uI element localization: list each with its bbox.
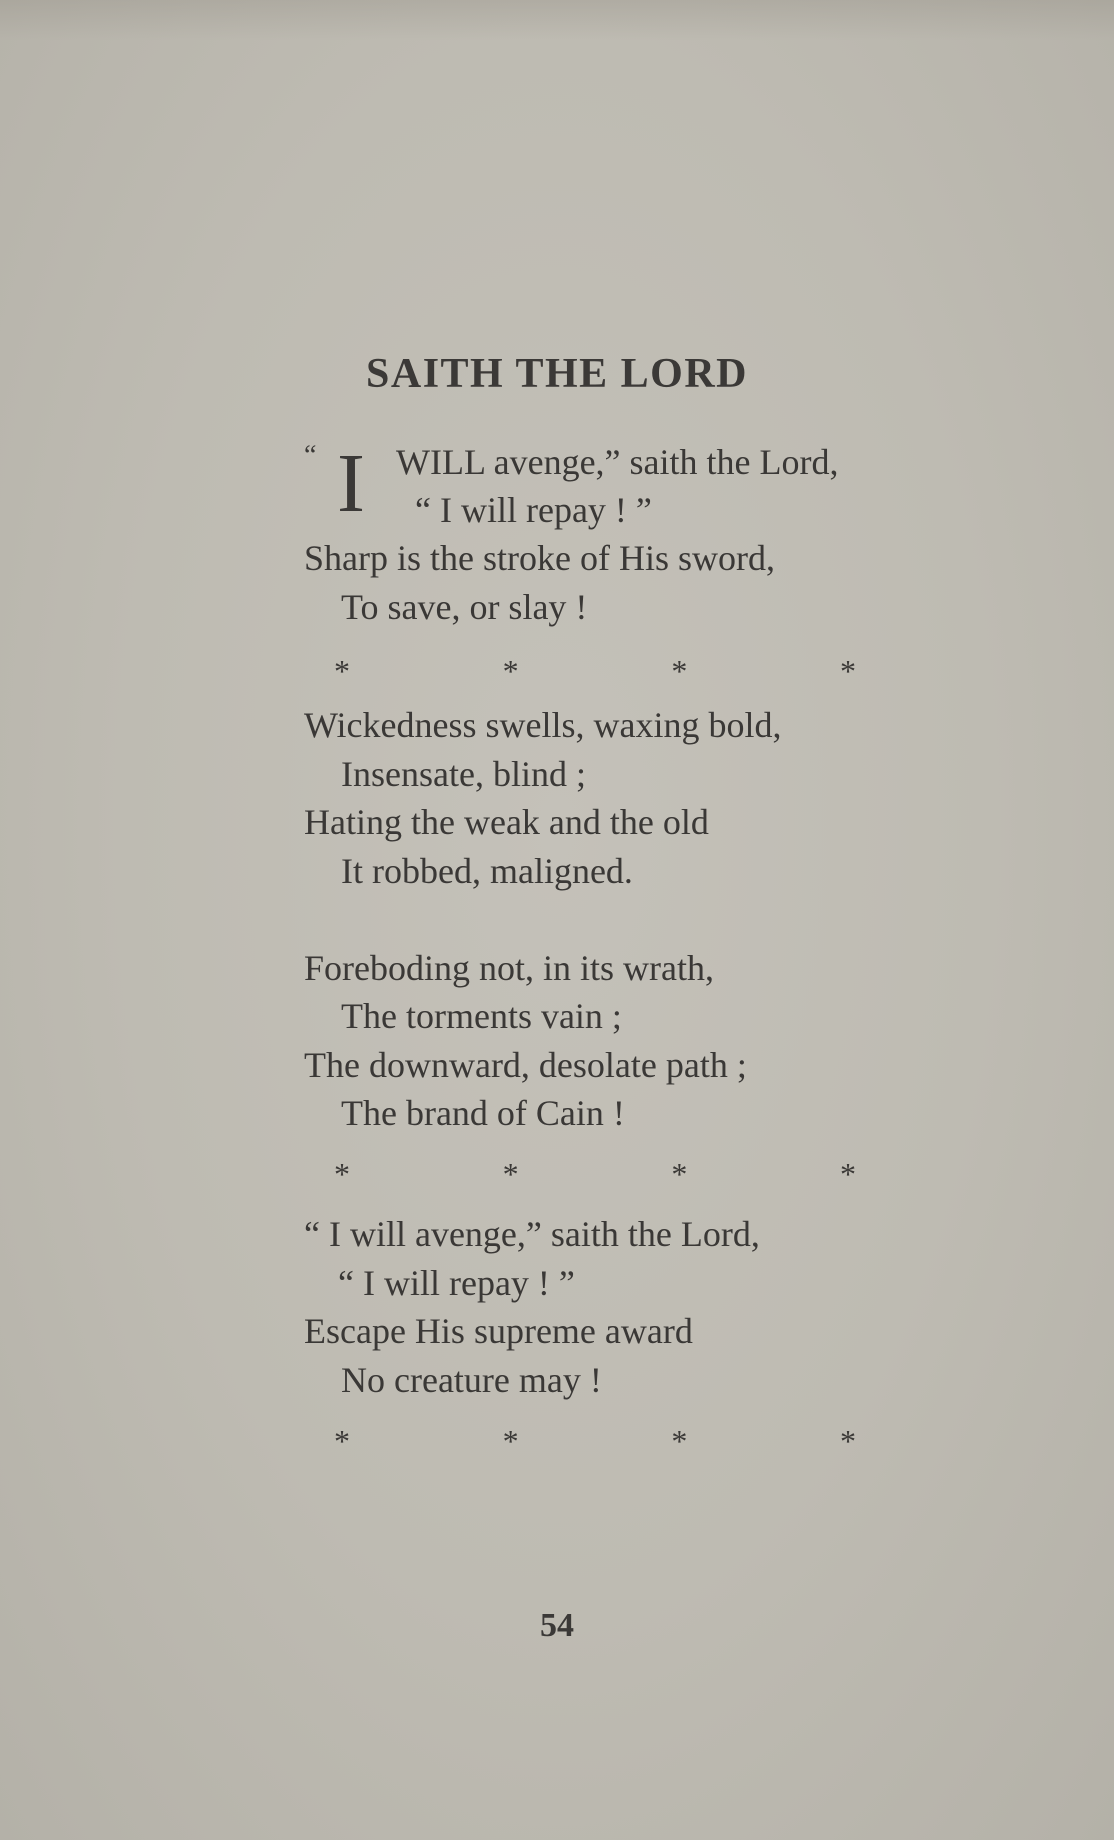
asterisk: * (502, 1156, 519, 1192)
stanza-1-line-2: “ I will repay ! ” (415, 490, 652, 530)
asterisk: * (334, 653, 350, 689)
page-number: 54 (540, 1607, 574, 1644)
poem-title: SAITH THE LORD (366, 351, 748, 397)
section-separator-1 (330, 655, 860, 687)
stanza-4-line-4: No creature may ! (341, 1360, 602, 1400)
stanza-1-line-3: Sharp is the stroke of His sword, (304, 538, 775, 578)
section-separator-3 (330, 1425, 860, 1457)
opening-quote-mark: “ (304, 440, 317, 471)
asterisk: * (502, 653, 519, 689)
stanza-3-line-2: The torments vain ; (341, 996, 622, 1036)
asterisk: * (334, 1156, 350, 1192)
drop-cap: I (337, 437, 365, 530)
stanza-4-line-3: Escape His supreme award (304, 1311, 693, 1351)
stanza-3-line-1: Foreboding not, in its wrath, (304, 948, 714, 988)
stanza-3-line-3: The downward, desolate path ; (304, 1045, 747, 1085)
stanza-1-line-1: WILL avenge,” saith the Lord, (396, 442, 839, 482)
asterisk: * (671, 1156, 688, 1192)
asterisk: * (671, 1423, 688, 1459)
asterisk: * (839, 1423, 856, 1459)
stanza-4-line-1: “ I will avenge,” saith the Lord, (304, 1214, 760, 1254)
stanza-4-line-2: “ I will repay ! ” (338, 1263, 575, 1303)
asterisk: * (839, 653, 856, 689)
stanza-2-line-1: Wickedness swells, waxing bold, (304, 705, 782, 745)
stanza-2-line-3: Hating the weak and the old (304, 802, 709, 842)
asterisk: * (502, 1423, 519, 1459)
asterisk: * (839, 1156, 856, 1192)
section-separator-2 (330, 1158, 860, 1190)
stanza-2-line-4: It robbed, maligned. (341, 851, 633, 891)
stanza-3-line-4: The brand of Cain ! (341, 1093, 625, 1133)
stanza-2-line-2: Insensate, blind ; (341, 754, 586, 794)
asterisk: * (334, 1423, 350, 1459)
asterisk: * (671, 653, 688, 689)
stanza-1-line-4: To save, or slay ! (341, 587, 588, 627)
